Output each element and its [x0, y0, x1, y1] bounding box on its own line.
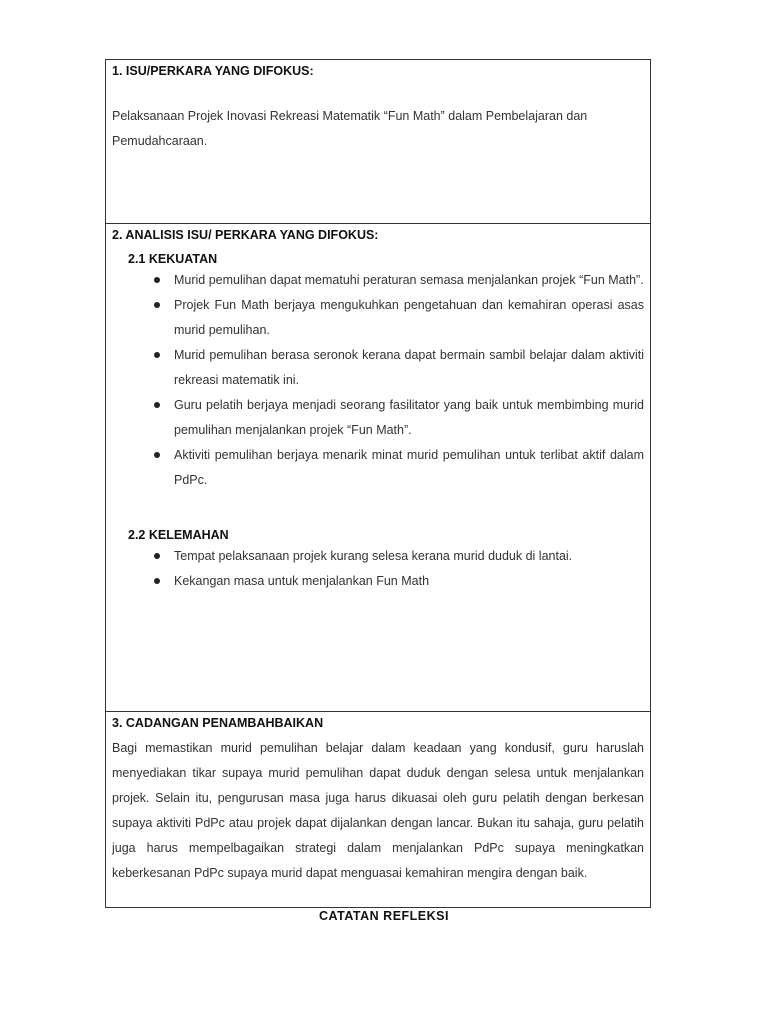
bullet-icon [154, 302, 160, 308]
section-issue [106, 60, 650, 224]
bullet-icon [154, 402, 160, 408]
reflection-table [105, 59, 651, 908]
strength-item-text: Guru pelatih berjaya menjadi seorang fasilitator yang baik untuk membimbing murid pemulihan menjalankan projek “Fun Math”. [174, 398, 644, 437]
bullet-icon [154, 452, 160, 458]
section-improvement [106, 712, 650, 908]
section-analysis [106, 224, 650, 712]
section-improvement-text: Bagi memastikan murid pemulihan belajar dalam keadaan yang kondusif, guru haruslah menyediakan tikar supaya murid pemulihan dapat duduk dengan selesa untuk menjalankan projek. Selain itu, pengurusan masa juga harus dikuasai oleh guru pelatih dengan berkesan supaya aktiviti PdPc atau projek dapat dijalankan dengan lancar. Bukan itu sahaja, guru pelatih juga harus mempelbagaikan strategi dalam menjalankan PdPc supaya meningkatkan keberkesanan PdPc supaya murid dapat menguasai kemahiran mengira dengan baik. [112, 741, 644, 880]
strength-item-text: Projek Fun Math berjaya mengukuhkan pengetahuan dan kemahiran operasi asas murid pemulihan. [174, 298, 644, 337]
weakness-item [112, 544, 644, 569]
weakness-item-text: Kekangan masa untuk menjalankan Fun Math [174, 574, 430, 588]
bullet-icon [154, 553, 160, 559]
section-analysis-heading: 2. ANALISIS ISU/ PERKARA YANG DIFOKUS: [112, 228, 379, 242]
weakness-item-text: Tempat pelaksanaan projek kurang selesa kerana murid duduk di lantai. [174, 549, 573, 563]
page-title: CATATAN REFLEKSI [319, 909, 449, 923]
bullet-icon [154, 352, 160, 358]
strength-item-text: Aktiviti pemulihan berjaya menarik minat murid pemulihan untuk terlibat aktif dalam PdPc. [174, 448, 644, 487]
section-improvement-heading: 3. CADANGAN PENAMBAHBAIKAN [112, 716, 324, 730]
strength-item [112, 393, 644, 443]
weaknesses-list [112, 544, 644, 594]
strength-item-text: Murid pemulihan berasa seronok kerana dapat bermain sambil belajar dalam aktiviti rekreasi matematik ini. [174, 348, 644, 387]
bullet-icon [154, 578, 160, 584]
strengths-heading: 2.1 KEKUATAN [128, 252, 218, 266]
section-issue-text: Pelaksanaan Projek Inovasi Rekreasi Matematik “Fun Math” dalam Pembelajaran dan Pemudahcaraan. [112, 109, 588, 148]
bullet-icon [154, 277, 160, 283]
weakness-item [112, 569, 644, 594]
strength-item [112, 343, 644, 393]
strength-item-text: Murid pemulihan dapat mematuhi peraturan semasa menjalankan projek “Fun Math”. [174, 273, 644, 287]
strength-item [112, 293, 644, 343]
section-issue-heading: 1. ISU/PERKARA YANG DIFOKUS: [112, 64, 314, 78]
weaknesses-heading: 2.2 KELEMAHAN [128, 528, 229, 542]
strength-item [112, 268, 644, 293]
strength-item [112, 443, 644, 493]
strengths-list [112, 268, 644, 493]
